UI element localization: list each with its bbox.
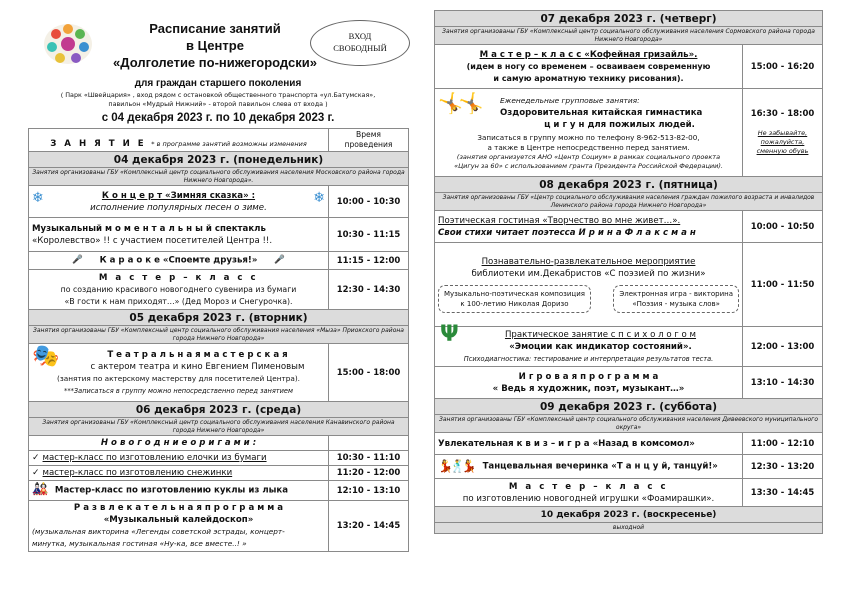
title-line-2: в Центре xyxy=(186,38,244,53)
time-cell: 10:30 - 11:10 xyxy=(329,451,409,466)
event-concert xyxy=(29,186,329,218)
table-row xyxy=(29,252,409,270)
org-row-friday xyxy=(435,193,823,211)
table-row xyxy=(29,436,409,451)
event-performance xyxy=(29,218,329,252)
time-cell: 11:20 - 12:00 xyxy=(329,466,409,481)
table-row xyxy=(435,243,823,327)
time-cell: 15:00 - 16:20 xyxy=(743,45,823,89)
masterclass-title: М а с т е р – к л а с с xyxy=(98,272,259,283)
dancers-icon: 💃🕺💃 xyxy=(438,459,474,474)
event-coffee-grisaille xyxy=(435,45,743,89)
day-row-friday xyxy=(435,177,823,193)
org-row-wednesday xyxy=(29,418,409,436)
theatre-note: ***Записаться в группу можно непосредственно перед занятием xyxy=(64,386,293,395)
audience-subtitle: для граждан старшего поколения xyxy=(134,78,302,89)
title-line-3: «Долголетие по-нижегородски» xyxy=(113,55,317,70)
day-row-saturday xyxy=(435,399,823,415)
event-karaoke xyxy=(29,252,329,270)
address-line-2: павильон «Мудрый Нижний» - второй павильон слева от входа ) xyxy=(108,100,328,108)
lesson-header xyxy=(29,129,329,152)
snowflake-icon: ❄ xyxy=(32,189,44,206)
day-row-monday xyxy=(29,152,409,168)
microphone-icon: 🎤 xyxy=(274,255,285,266)
psychologist-desc-2: Психодиагностика: тестирование и интерпретация результатов теста. xyxy=(463,354,714,363)
game-desc: « Ведь я художник, поэт, музыкант…» xyxy=(492,383,685,394)
origami-tree-label: мастер-класс по изготовлению елочки из бумаги xyxy=(42,453,267,463)
quiz-line-2: «Поэзия - музыка слов» xyxy=(632,300,720,308)
day-label: 10 декабря 2023 г. (воскресенье) xyxy=(435,507,823,523)
time-cell: 15:00 - 18:00 xyxy=(329,344,409,402)
table-row xyxy=(435,479,823,507)
psychologist-desc-1: «Эмоции как индикатор состояний». xyxy=(509,341,692,352)
table-row xyxy=(29,451,409,466)
masterclass-desc-2: «В гости к нам приходят…» (Дед Мороз и Снегурочка). xyxy=(64,296,293,306)
qigong-desc-2: а также в Центре непосредственно перед занятием. xyxy=(487,142,690,152)
performance-title: Музыкальный м о м е н т а л ь н ы й спектакль xyxy=(32,223,266,234)
poetry-desc: Свои стихи читает поэтесса И р и н а Ф л а к с м а н xyxy=(438,227,696,238)
karaoke-title: К а р а о к е «Споемте друзья!» xyxy=(99,255,258,266)
entertainment-title: Р а з в л е к а т е л ь н а я п р о г р а м м а xyxy=(73,503,284,513)
concert-title-text: К о н ц е р т «Зимняя сказка» : xyxy=(101,190,256,201)
event-theatre-workshop xyxy=(29,344,329,402)
coffee-desc-1: (идем в ногу со временем – осваиваем современную xyxy=(466,61,711,71)
composition-line-2: к 100-летию Николая Доризо xyxy=(460,300,569,308)
entry-line-2: СВОБОДНЫЙ xyxy=(333,43,387,53)
day-label: 08 декабря 2023 г. (пятница) xyxy=(435,177,823,193)
table-row xyxy=(29,186,409,218)
library-title-1: Познавательно-развлекательное мероприятие xyxy=(481,257,696,267)
day-label: 06 декабря 2023 г. (среда) xyxy=(29,402,409,418)
day-off-label: выходной xyxy=(435,523,823,534)
time-cell: 10:30 - 11:15 xyxy=(329,218,409,252)
table-row xyxy=(435,455,823,479)
org-label: Занятия организованы ГБУ «Комплексный центр социального обслуживания населения Дивеевского муниципального округа» xyxy=(435,415,823,433)
entertainment-subtitle: «Музыкальный калейдоскоп» xyxy=(103,515,254,525)
event-poetry-lounge xyxy=(435,211,743,243)
org-label: Занятия организованы ГБУ «Центр социального обслуживания населения граждан пожилого возраста и инвалидов Ленинского района города Нижнего Новгорода» xyxy=(435,193,823,211)
composition-line-1: Музыкально-поэтическая композиция xyxy=(444,290,585,298)
table-row xyxy=(435,211,823,243)
concert-desc: исполнение популярных песен о зиме. xyxy=(90,202,267,213)
left-column xyxy=(28,0,408,552)
time-cell: 12:30 - 13:20 xyxy=(743,455,823,479)
time-cell: 13:20 - 14:45 xyxy=(329,501,409,552)
center-logo-icon xyxy=(42,22,94,66)
header-title xyxy=(98,20,332,71)
psychologist-title xyxy=(462,329,739,341)
time-cell-empty xyxy=(329,436,409,451)
schedule-table-left xyxy=(28,128,409,552)
org-label: Занятия организованы ГБУ «Комплексный центр социального обслуживания населения Канавинского района города Нижнего Новгорода» xyxy=(29,418,409,436)
event-origami-snowflake xyxy=(29,466,329,481)
org-label: Занятия организованы ГБУ «Комплексный центр социального обслуживания населения Сормовского района города Нижнего Новгорода» xyxy=(435,27,823,45)
address xyxy=(28,91,408,109)
day-label: 09 декабря 2023 г. (суббота) xyxy=(435,399,823,415)
table-row xyxy=(29,218,409,252)
table-row xyxy=(29,466,409,481)
page-header xyxy=(28,0,408,128)
org-label: Занятия организованы ГБУ «Комплексный центр социального обслуживания населения «Мыза» Приокского района города Нижнего Новгорода» xyxy=(29,326,409,344)
origami-title: Н о в о г о д н и е о р и г а м и : xyxy=(100,438,257,448)
table-header-row xyxy=(29,129,409,152)
snowflake-icon: ❄ xyxy=(313,189,325,206)
foam-desc: по изготовлению новогодней игрушки «Фоамирашки». xyxy=(462,493,715,504)
schedule-period: с 04 декабря 2023 г. по 10 декабря 2023 г. xyxy=(101,112,335,124)
composition-box xyxy=(438,285,591,313)
coffee-title: М а с т е р – к л а с с «Кофейная гризайль». xyxy=(479,49,698,60)
table-row xyxy=(435,89,823,177)
psychologist-title-text: Практическое занятие с п с и х о л о г о м xyxy=(504,329,697,340)
performance-desc: «Королевство» !! с участием посетителей Центра !!. xyxy=(32,235,273,246)
entertainment-desc-1: (музыкальная викторина «Легенды советской эстрады, концерт- xyxy=(32,527,285,536)
qigong-desc-4: «Цигун за 60» с использованием гранта Президента Российской Федерации). xyxy=(454,161,723,170)
foam-title: М а с т е р – к л а с с xyxy=(508,481,669,492)
event-psychologist xyxy=(435,321,743,367)
quiz-box xyxy=(613,285,739,313)
checkmark-icon: ✓ xyxy=(32,468,40,478)
time-cell: 10:00 - 10:30 xyxy=(329,186,409,218)
event-game-program xyxy=(435,367,743,399)
table-row xyxy=(435,327,823,367)
entertainment-desc-2: минутка, музыкальная гостиная «Ну-ка, все вместе..! » xyxy=(32,539,247,548)
time-cell: 12:10 - 13:10 xyxy=(329,481,409,501)
time-header: Время проведения xyxy=(329,129,409,152)
org-row-monday xyxy=(29,168,409,186)
table-row xyxy=(29,481,409,501)
theatre-desc-1: с актером театра и кино Евгением Пименовым xyxy=(90,361,305,372)
game-title: И г р о в а я п р о г р а м м а xyxy=(518,371,659,382)
time-cell: 12:00 - 13:00 xyxy=(743,327,823,367)
lesson-header-label: З А Н Я Т И Е xyxy=(50,138,147,149)
checkmark-icon: ✓ xyxy=(32,453,40,463)
right-column xyxy=(434,10,822,534)
time-cell: 11:15 - 12:00 xyxy=(329,252,409,270)
qigong-title-2: ц и г у н для пожилых людей. xyxy=(544,119,695,130)
gymnastics-figures-icon: 🤸🤸 xyxy=(438,90,480,115)
event-entertainment xyxy=(29,501,329,552)
day-label: 04 декабря 2023 г. (понедельник) xyxy=(29,152,409,168)
quiz-title: Увлекательная к в и з – и г р а «Назад в комсомол» xyxy=(438,438,695,449)
qigong-desc-3: (занятия организуется АНО «Центр Социум» в рамках социального проекта xyxy=(456,152,721,161)
library-boxes xyxy=(438,285,739,313)
sunday-note-row xyxy=(435,523,823,534)
schedule-table-right xyxy=(434,10,823,534)
origami-snowflake-label: мастер-класс по изготовлению снежинки xyxy=(42,468,233,478)
org-row-tuesday xyxy=(29,326,409,344)
day-label: 07 декабря 2023 г. (четверг) xyxy=(435,11,823,27)
time-cell: 12:30 - 14:30 xyxy=(329,270,409,310)
day-row-wednesday xyxy=(29,402,409,418)
entry-line-1: ВХОД xyxy=(348,31,372,41)
event-origami-title xyxy=(29,436,329,451)
concert-title xyxy=(102,191,255,201)
event-qigong xyxy=(435,89,743,177)
theatre-masks-icon: 🎭 xyxy=(32,343,60,369)
poetry-title xyxy=(438,215,739,227)
day-row-sunday xyxy=(435,507,823,523)
theatre-desc-2: (занятия по актерскому мастерству для посетителей Центра). xyxy=(57,373,300,383)
bast-doll-icon: 🎎 xyxy=(32,482,49,498)
time-cell: 13:10 - 14:30 xyxy=(743,367,823,399)
time-cell: 16:30 - 18:00 xyxy=(750,109,815,119)
poetry-title-text: Поэтическая гостиная «Творчество во мне живет…». xyxy=(438,215,681,226)
dance-title: Танцевальная вечеринка «Т а н ц у й, танцуй!» xyxy=(482,461,718,472)
table-row xyxy=(29,501,409,552)
time-cell: 13:30 - 14:45 xyxy=(743,479,823,507)
microphone-icon: 🎤 xyxy=(72,255,83,266)
table-row xyxy=(29,344,409,402)
theatre-title: Т е а т р а л ь н а я м а с т е р с к а я xyxy=(107,349,288,360)
bast-doll-label: Мастер-класс по изготовлению куклы из лыка xyxy=(54,485,289,496)
event-quiz xyxy=(435,433,743,455)
day-label: 05 декабря 2023 г. (вторник) xyxy=(29,310,409,326)
table-row xyxy=(435,367,823,399)
psychology-icon: Ψ xyxy=(440,321,459,347)
changes-note: * в программе занятий возможны изменения xyxy=(151,139,307,148)
time-cell: 10:00 - 10:50 xyxy=(743,211,823,243)
event-masterclass-souvenir xyxy=(29,270,329,310)
free-entry-badge xyxy=(310,20,410,66)
shoes-note: Не забывайте, пожалуйста, сменную обувь xyxy=(756,129,809,155)
org-row-thursday xyxy=(435,27,823,45)
day-row-thursday xyxy=(435,11,823,27)
event-library xyxy=(435,243,743,327)
qigong-desc-1: Записаться в группу можно по телефону 8-962-513-82-00, xyxy=(477,132,700,142)
qigong-time-cell xyxy=(743,89,823,177)
qigong-title-1: Оздоровительная китайская гимнастика xyxy=(500,107,703,118)
time-cell: 11:00 - 12:10 xyxy=(743,433,823,455)
event-origami-tree xyxy=(29,451,329,466)
qigong-pre: Еженедельные групповые занятия: xyxy=(500,95,640,105)
event-foam-toy xyxy=(435,479,743,507)
org-row-saturday xyxy=(435,415,823,433)
library-title-2: библиотеки им.Декабристов «С поэзией по жизни» xyxy=(471,269,706,279)
table-row xyxy=(435,433,823,455)
time-cell: 11:00 - 11:50 xyxy=(743,243,823,327)
day-row-tuesday xyxy=(29,310,409,326)
quiz-line-1: Электронная игра - викторина xyxy=(619,290,733,298)
address-line-1: ( Парк «Швейцария» , вход рядом с остановкой общественного транспорта «ул.Батумская», xyxy=(60,91,376,99)
table-row xyxy=(29,270,409,310)
masterclass-desc-1: по созданию красивого новогоднего сувенира из бумаги xyxy=(60,284,297,294)
org-label: Занятия организованы ГБУ «Комплексный центр социального обслуживания населения Московского района города Нижнего Новгорода». xyxy=(29,168,409,186)
table-row xyxy=(435,45,823,89)
title-line-1: Расписание занятий xyxy=(149,21,281,36)
event-dance xyxy=(435,455,743,479)
coffee-desc-2: и самую ароматную технику рисования). xyxy=(493,73,684,83)
event-bast-doll xyxy=(29,481,329,501)
